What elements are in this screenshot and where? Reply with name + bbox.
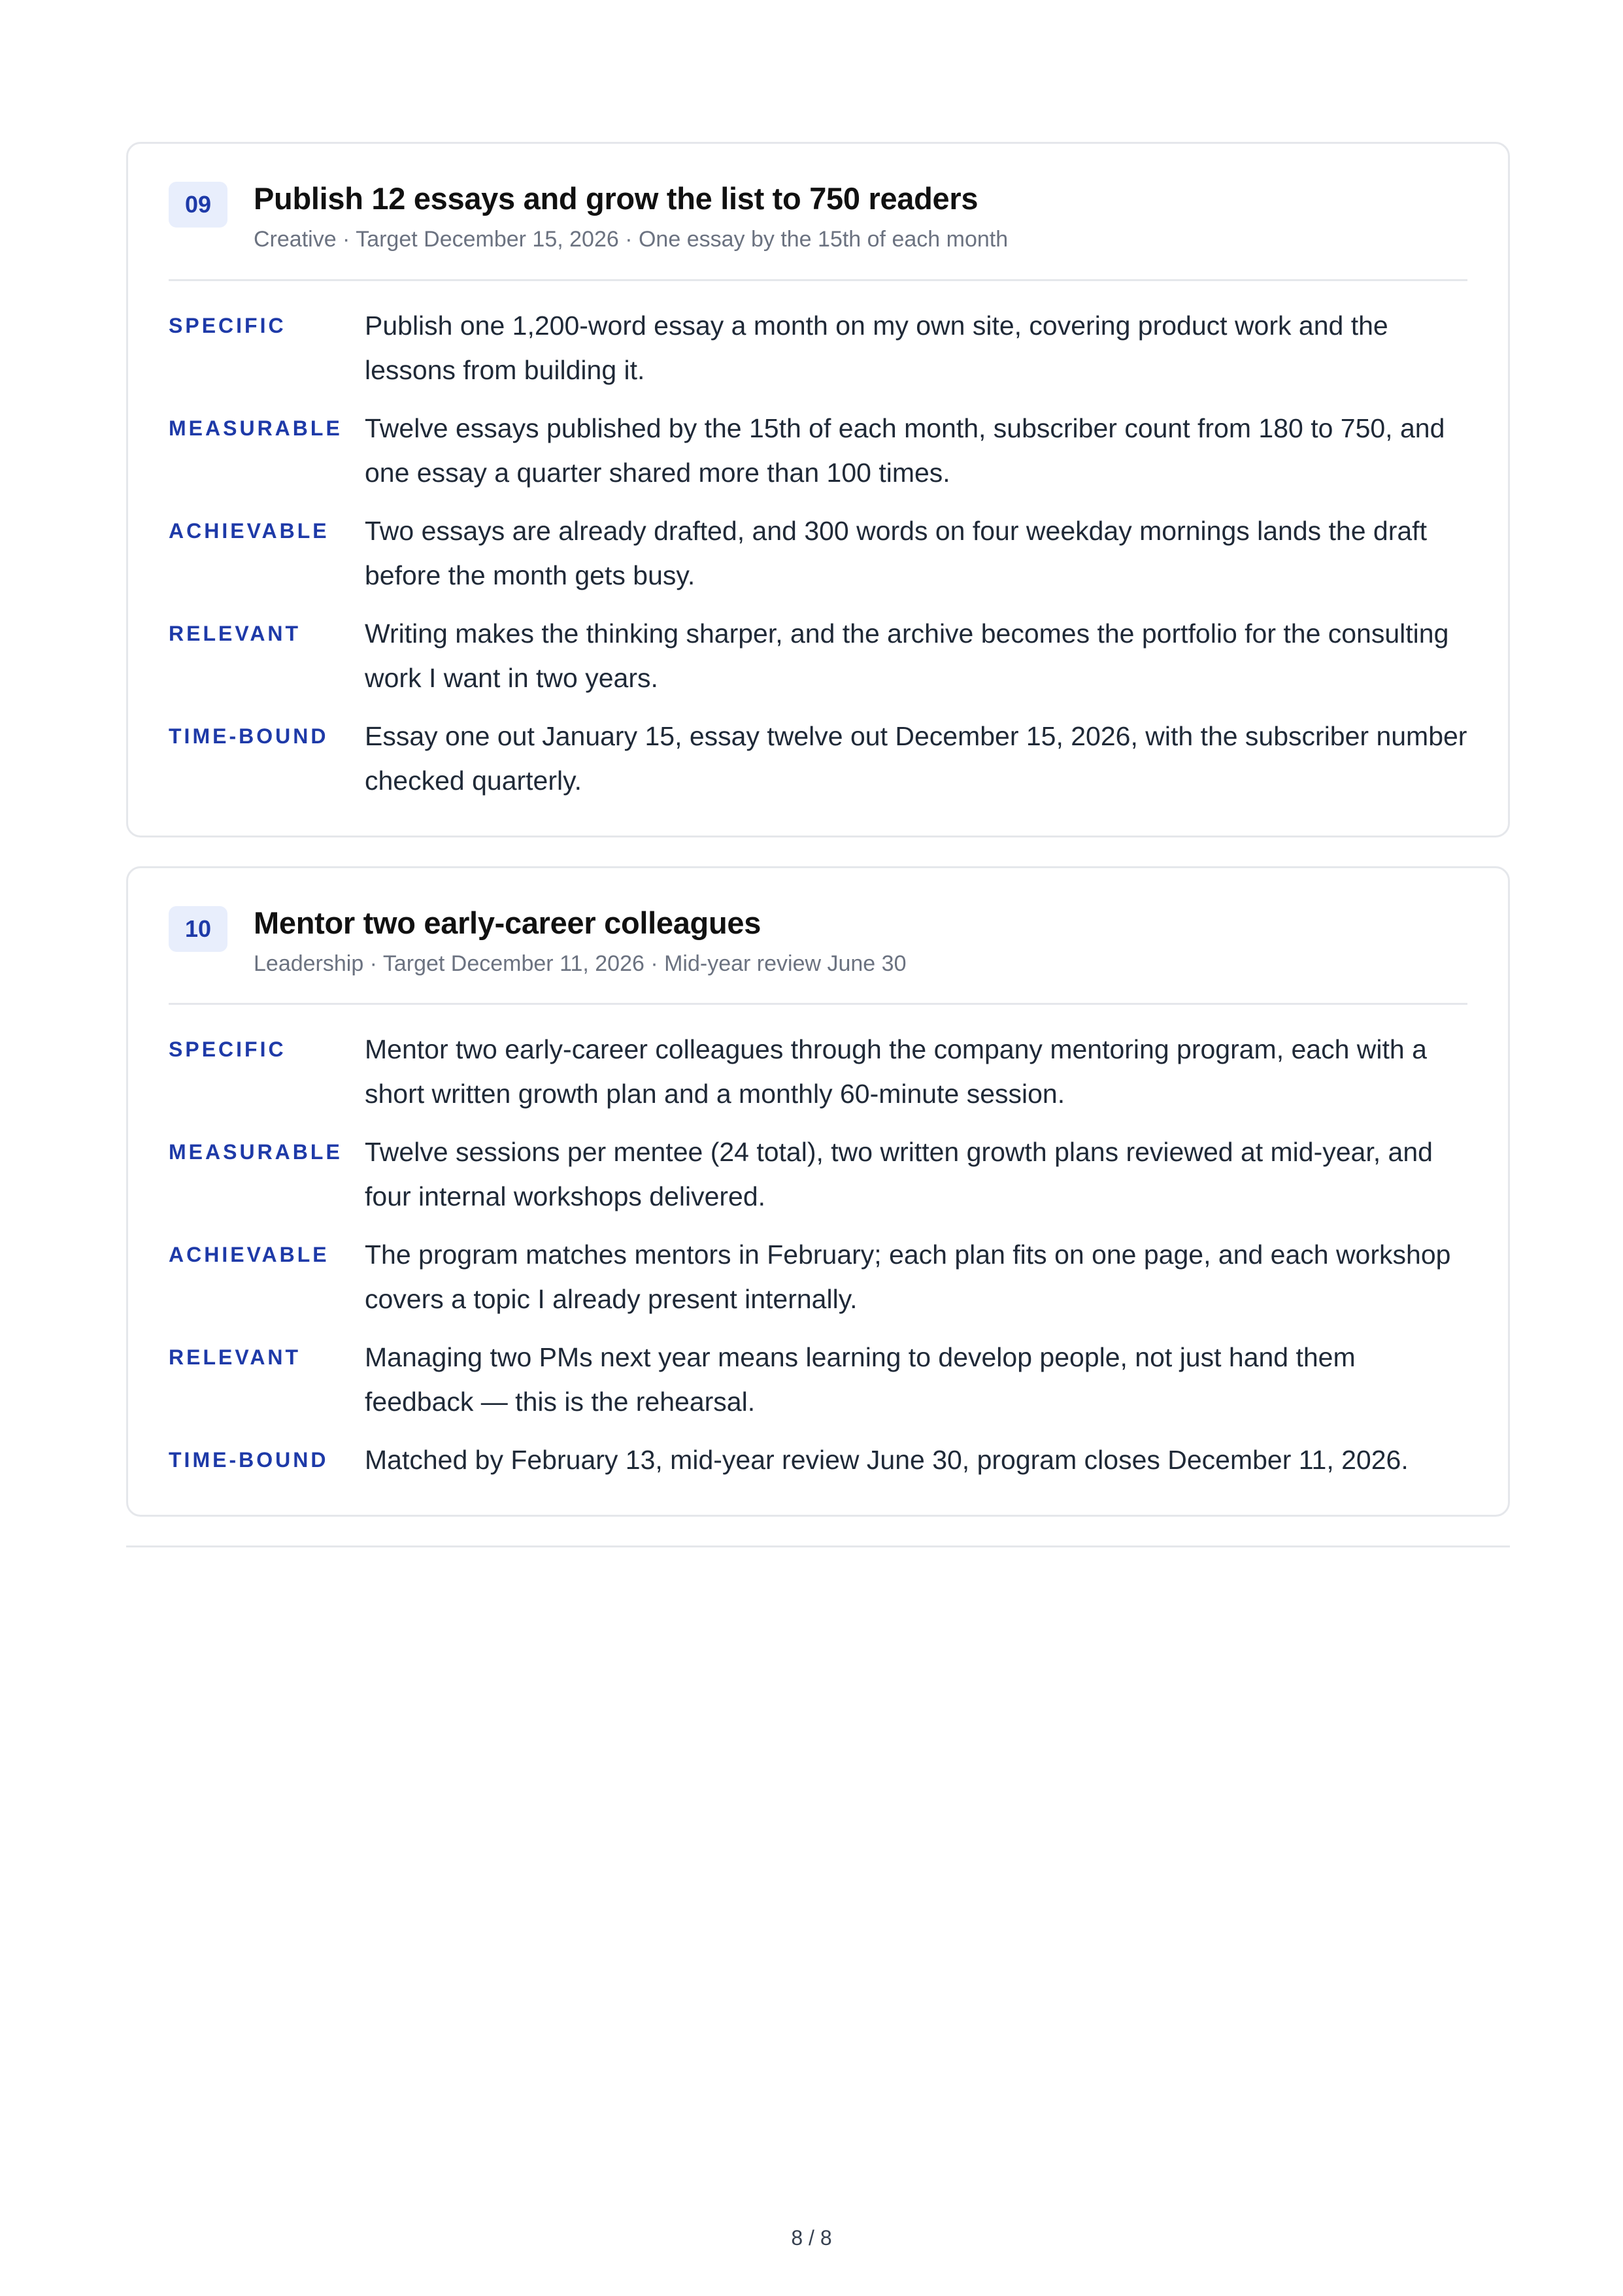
row-text: Managing two PMs next year means learning to develop people, not just hand them feedback — this is the rehearsal. bbox=[365, 1342, 1356, 1417]
goal-number-badge: 10 bbox=[169, 906, 227, 952]
page-number: 8 / 8 bbox=[791, 2226, 832, 2250]
smart-row-achievable bbox=[169, 509, 1467, 598]
goal-header bbox=[169, 180, 1467, 254]
smart-row-measurable bbox=[169, 1130, 1467, 1219]
row-text: Essay one out January 15, essay twelve out December 15, 2026, with the subscriber number checked quarterly. bbox=[365, 720, 1467, 796]
row-label: SPECIFIC bbox=[169, 1038, 286, 1062]
row-label: SPECIFIC bbox=[169, 313, 286, 337]
smart-row-achievable bbox=[169, 1232, 1467, 1321]
row-label: TIME-BOUND bbox=[169, 1448, 329, 1472]
smart-row-measurable bbox=[169, 406, 1467, 495]
smart-row-time-bound bbox=[169, 1438, 1467, 1482]
goal-title: Publish 12 essays and grow the list to 750 readers bbox=[254, 181, 979, 216]
row-text: Mentor two early-career colleagues through the company mentoring program, each with a short written growth plan and a monthly 60-minute session. bbox=[365, 1034, 1427, 1109]
goal-header bbox=[169, 905, 1467, 979]
row-text: The program matches mentors in February; each plan fits on one page, and each workshop covers a topic I already present internally. bbox=[365, 1240, 1451, 1315]
goal-card-10 bbox=[126, 866, 1510, 1517]
goal-number-badge: 09 bbox=[169, 182, 227, 228]
smart-row-specific bbox=[169, 303, 1467, 392]
goal-meta: Leadership · Target December 11, 2026 · Mid-year review June 30 bbox=[254, 951, 907, 976]
smart-row-time-bound bbox=[169, 714, 1467, 803]
row-label: ACHIEVABLE bbox=[169, 1243, 329, 1267]
row-text: Writing makes the thinking sharper, and the archive becomes the portfolio for the consulting work I want in two years. bbox=[365, 618, 1449, 693]
smart-rows bbox=[169, 1027, 1467, 1482]
row-label: RELEVANT bbox=[169, 621, 301, 645]
goal-meta: Creative · Target December 15, 2026 · One essay by the 15th of each month bbox=[254, 227, 1009, 252]
smart-row-relevant bbox=[169, 1335, 1467, 1424]
row-text: Twelve sessions per mentee (24 total), two written growth plans reviewed at mid-year, and four internal workshops delivered. bbox=[365, 1137, 1433, 1212]
row-label: ACHIEVABLE bbox=[169, 518, 329, 543]
row-label: TIME-BOUND bbox=[169, 724, 329, 748]
goal-card-09 bbox=[126, 142, 1510, 837]
row-text: Two essays are already drafted, and 300 words on four weekday mornings lands the draft before the month gets busy. bbox=[365, 515, 1427, 590]
smart-row-relevant bbox=[169, 611, 1467, 700]
divider bbox=[169, 1003, 1467, 1005]
row-label: RELEVANT bbox=[169, 1345, 301, 1370]
row-text: Twelve essays published by the 15th of each month, subscriber count from 180 to 750, and one essay a quarter shared more than 100 times. bbox=[365, 413, 1445, 488]
document-page bbox=[126, 142, 1510, 1547]
row-label: MEASURABLE bbox=[169, 416, 343, 440]
divider bbox=[169, 279, 1467, 281]
smart-row-specific bbox=[169, 1027, 1467, 1116]
smart-rows bbox=[169, 303, 1467, 803]
goal-title: Mentor two early-career colleagues bbox=[254, 905, 761, 940]
row-label: MEASURABLE bbox=[169, 1140, 343, 1164]
row-text: Matched by February 13, mid-year review June 30, program closes December 11, 2026. bbox=[365, 1445, 1409, 1476]
bottom-rule bbox=[126, 1545, 1510, 1547]
row-text: Publish one 1,200-word essay a month on my own site, covering product work and the lessons from building it. bbox=[365, 310, 1388, 385]
